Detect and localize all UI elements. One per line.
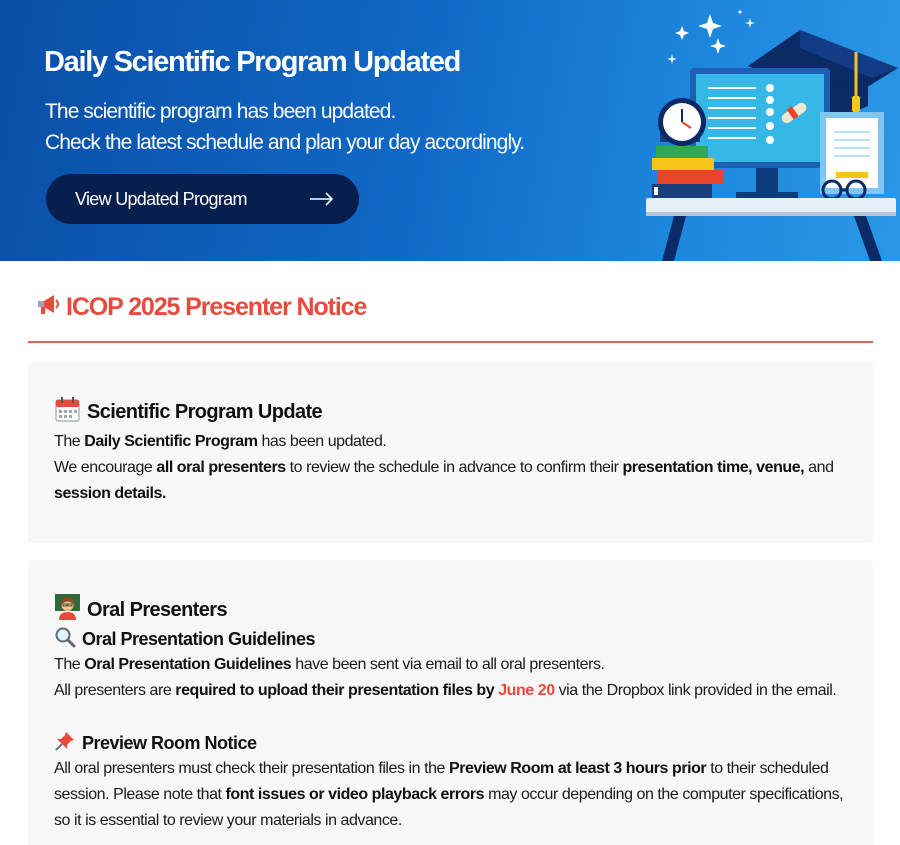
notice-title xyxy=(34,290,366,325)
text: All oral presenters must check their presentation files in the xyxy=(54,760,449,777)
text: have been sent via email to all oral presenters. xyxy=(291,656,605,673)
guidelines-line2 xyxy=(54,678,869,704)
program-update-body xyxy=(54,429,869,507)
desk-illustration xyxy=(640,8,900,261)
guidelines-body xyxy=(54,652,869,704)
bold-text: Daily Scientific Program xyxy=(84,433,258,450)
text: via the Dropbox link provided in the email. xyxy=(554,682,837,699)
program-update-heading-text: Scientific Program Update xyxy=(87,401,323,423)
text: We encourage xyxy=(54,459,157,476)
preview-room-heading xyxy=(54,730,257,757)
banner-subtitle xyxy=(45,96,524,158)
bold-text: font issues or video playback errors xyxy=(225,786,485,803)
text: to their scheduled session. Please note that xyxy=(54,760,829,803)
bold-text: Oral Presentation Guidelines xyxy=(84,656,292,673)
preview-room-heading-text: Preview Room Notice xyxy=(82,733,257,753)
text: The xyxy=(54,433,85,450)
bold-text: presentation time, venue, xyxy=(622,459,805,476)
title-divider xyxy=(28,341,873,343)
magnifier-icon xyxy=(54,626,76,653)
deadline-date: June 20 xyxy=(498,682,555,699)
bold-text: required to upload their presentation files by xyxy=(175,682,499,699)
bold-text: session details. xyxy=(54,485,166,502)
banner-subtitle-line2: Check the latest schedule and plan your day accordingly. xyxy=(45,131,525,154)
text: All presenters are xyxy=(54,682,176,699)
notice-title-text: ICOP 2025 Presenter Notice xyxy=(66,293,367,321)
bold-text: all oral presenters xyxy=(156,459,286,476)
pushpin-icon xyxy=(54,730,76,757)
oral-presenters-card xyxy=(28,560,873,845)
guidelines-heading xyxy=(54,626,315,653)
preview-room-body xyxy=(54,756,854,834)
bold-text: Preview Room at least 3 hours prior xyxy=(448,760,707,777)
text: to review the schedule in advance to confirm their xyxy=(285,459,623,476)
oral-presenters-heading-text: Oral Presenters xyxy=(87,598,227,621)
text: The xyxy=(54,656,85,673)
banner-title: Daily Scientific Program Updated xyxy=(44,46,461,78)
megaphone-icon xyxy=(34,290,62,325)
button-label: View Updated Program xyxy=(75,188,247,209)
calendar-icon xyxy=(54,396,81,429)
arrow-right-icon xyxy=(309,190,335,208)
hero-banner xyxy=(0,0,900,261)
program-update-line1 xyxy=(54,429,869,455)
view-updated-program-button[interactable] xyxy=(46,174,359,224)
banner-subtitle-line1: The scientific program has been updated. xyxy=(45,100,396,123)
program-update-line2 xyxy=(54,455,869,507)
teacher-icon xyxy=(54,593,81,627)
guidelines-heading-text: Oral Presentation Guidelines xyxy=(82,629,316,649)
oral-presenters-heading xyxy=(54,593,227,627)
guidelines-line1 xyxy=(54,652,869,678)
program-update-heading xyxy=(54,396,322,429)
program-update-card xyxy=(28,362,873,543)
text: has been updated. xyxy=(257,433,387,450)
text: and xyxy=(804,459,834,476)
text: may occur depending on the computer specifications, so it is essential to review your materials in advance. xyxy=(54,786,844,829)
